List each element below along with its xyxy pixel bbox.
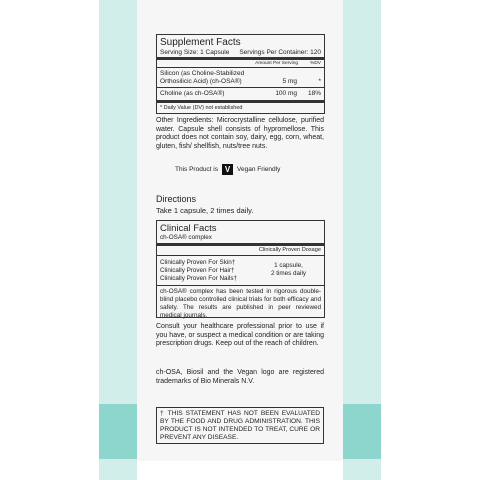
amount-header: Amount Per Serving — [255, 60, 299, 66]
nutrient-name: Silicon (as Choline-Stabilized Orthosilicic Acid) (ch-OSA®) — [160, 70, 245, 85]
dosage-value — [256, 259, 321, 284]
column-headers — [157, 61, 324, 67]
directions-title: Directions — [156, 194, 197, 204]
other-ingredients: Other Ingredients: Microcrystalline cellulose, purified water. Capsule shell consists of hypromellose. This product does not contain soy, dairy, egg, corn, wheat, gluten, fish/ shellfish, nuts/tree nuts. — [156, 117, 324, 150]
divider — [157, 67, 324, 68]
consult-warning: Consult your healthcare professional prior to use if you have, or suspect a medical condition or are taking prescription drugs. Keep out of the reach of children. — [156, 323, 324, 348]
vegan-statement — [175, 164, 280, 175]
serving-size: Serving Size: 1 Capsule — [160, 48, 230, 56]
vegan-suffix: Vegan Friendly — [237, 166, 281, 173]
serving-info — [157, 49, 324, 56]
clinical-facts-subtitle: ch-OSA® complex — [160, 234, 212, 242]
divider — [157, 285, 324, 286]
nutrient-row-choline — [157, 89, 324, 98]
dv-footnote: * Daily Value (DV) not established — [160, 104, 243, 111]
vegan-prefix: This Product is — [175, 166, 218, 173]
claim-nails: Clinically Proven For Nails† — [160, 274, 237, 282]
clinical-facts-body: ch-OSA® complex has been tested in rigorous double-blind placebo controlled clinical trials for both efficacy and safety. The results are published in peer reviewed medical journals. — [160, 288, 321, 319]
directions-text: Take 1 capsule, 2 times daily. — [156, 206, 254, 215]
dosage-header: Clinically Proven Dosage — [258, 246, 321, 253]
nutrient-name: Choline (as ch-OSA®) — [160, 90, 225, 98]
dosage-line-1: 1 capsule, — [274, 261, 303, 269]
divider — [157, 255, 324, 256]
nutrient-dv: 18% — [307, 90, 321, 98]
clinical-facts-title: Clinical Facts — [160, 223, 217, 234]
supplement-facts-title: Supplement Facts — [160, 37, 241, 48]
fda-statement-box: † THIS STATEMENT HAS NOT BEEN EVALUATED BY THE FOOD AND DRUG ADMINISTRATION. THIS PRODUCT IS NOT INTENDED TO TREAT, CURE OR PREVENT ANY DISEASE. — [156, 407, 324, 444]
divider — [157, 243, 324, 246]
claims-list — [160, 259, 256, 284]
divider — [157, 57, 324, 60]
clinical-claims-row — [157, 257, 324, 285]
trademark-notice: ch-OSA, Biosil and the Vegan logo are registered trademarks of Bio Minerals N.V. — [156, 369, 324, 385]
dv-header: %DV — [310, 60, 321, 66]
vegan-logo-icon: V — [222, 164, 233, 175]
nutrient-dv: * — [318, 77, 321, 85]
claim-skin: Clinically Proven For Skin† — [160, 258, 236, 266]
supplement-facts-panel — [156, 34, 325, 114]
nutrient-row-silicon — [157, 69, 324, 86]
clinical-facts-panel — [156, 220, 325, 318]
nutrient-amount: 5 mg — [282, 77, 297, 85]
divider — [157, 100, 324, 103]
nutrient-amount: 100 mg — [275, 90, 297, 98]
dosage-line-2: 2 times daily — [271, 270, 306, 278]
divider — [157, 87, 324, 88]
claim-hair: Clinically Proven For Hair† — [160, 266, 235, 274]
servings-per-container: Servings Per Container: 120 — [239, 48, 321, 56]
